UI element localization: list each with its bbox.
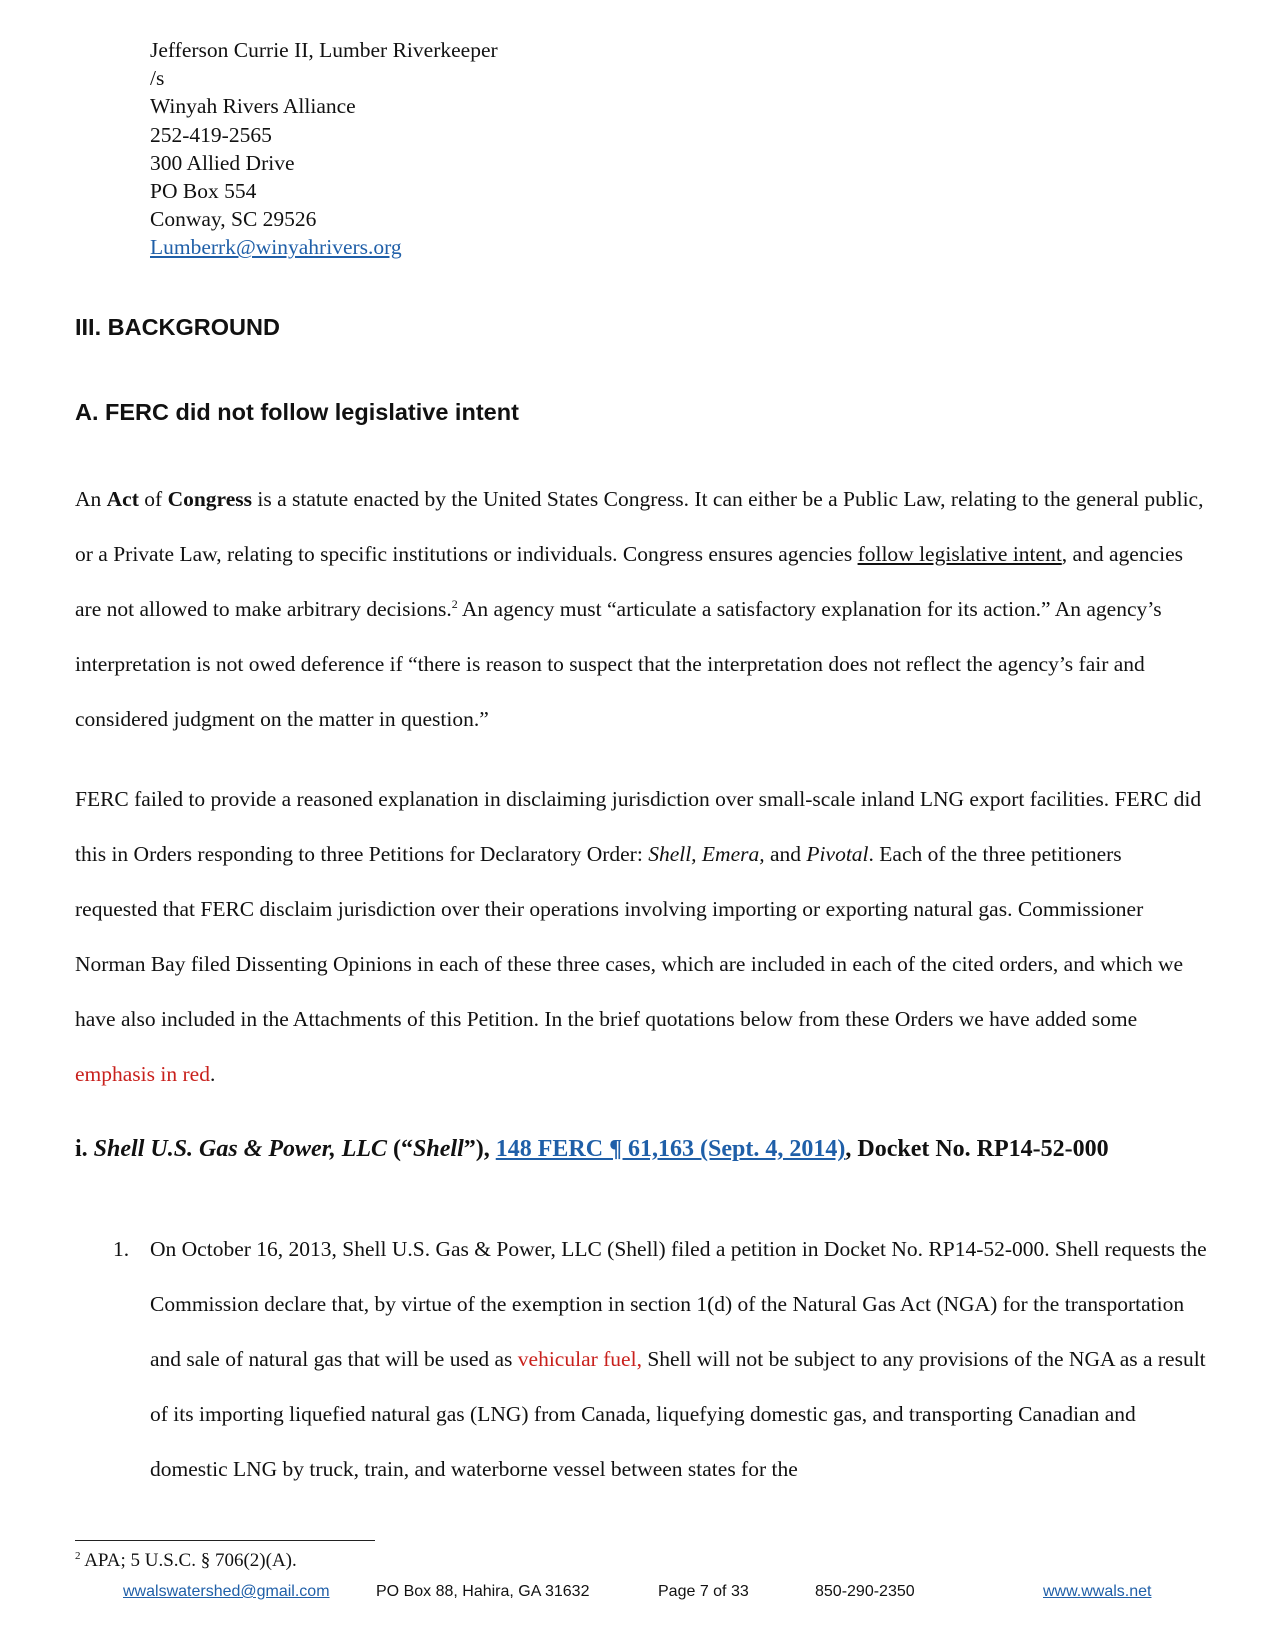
section-heading: III. BACKGROUND	[75, 314, 280, 340]
text-run: and	[764, 842, 807, 866]
italic-case-names: Shell, Emera,	[648, 842, 765, 866]
footer-phone: 850-290-2350	[815, 1583, 915, 1600]
signature-pobox: PO Box 554	[150, 179, 257, 204]
text-run: is a statute enacted by the United States Congress. It can either be a Public Law, relating to the general public, or a Private Law, relating to specific institutions or individuals. Congress ensures agencies	[75, 487, 1204, 566]
footnote-mark: 2	[75, 1550, 81, 1562]
footer-page-number: Page 7 of 33	[658, 1583, 749, 1600]
case-short-name: Shell	[413, 1136, 464, 1162]
text-run: FERC failed to provide a reasoned explanation in disclaiming jurisdiction over small-scale inland LNG export facilities. FERC did this in Orders responding to three Petitions for Declaratory Order:	[75, 787, 1202, 866]
text-run: . Each of the three petitioners requested that FERC disclaim jurisdiction over their operations involving importing or exporting natural gas. Commissioner Norman Bay filed Dissenting Opinions in each of these three cases, which are included in each of the cited orders, and which we have also included in the Attachments of this Petition. In the brief quotations below from these Orders we have added some	[75, 842, 1184, 1031]
footer-address: PO Box 88, Hahira, GA 31632	[376, 1583, 590, 1600]
signature-block	[150, 36, 498, 262]
paragraph-ferc-failure	[75, 772, 1205, 1102]
list-number: 1.	[113, 1237, 130, 1261]
text-run: An	[75, 487, 107, 511]
bold-act: Act	[106, 487, 139, 511]
signature-street: 300 Allied Drive	[150, 150, 295, 175]
case-subheading-shell	[75, 1136, 1109, 1163]
signature-mark: /s	[150, 66, 165, 91]
paragraph-legislative-intent	[75, 472, 1205, 747]
red-emphasis: vehicular fuel,	[517, 1347, 642, 1371]
subheading-prefix: i.	[75, 1136, 94, 1162]
footer-website-link[interactable]: www.wwals.net	[1043, 1583, 1152, 1600]
text-run: On October 16, 2013, Shell U.S. Gas & Power, LLC (Shell) filed a petition in Docket No. RP14-52-000. Shell requests the Commission declare that, by virtue of the exemption in section 1(d) of the Natural Gas Act (NGA) for the transportation and sale of natural gas that will be used as	[150, 1237, 1207, 1371]
italic-case-name: Pivotal	[806, 842, 869, 866]
text-run: (“	[387, 1136, 414, 1162]
footnote-reference[interactable]: 2	[451, 597, 458, 611]
signature-city: Conway, SC 29526	[150, 207, 317, 232]
footnote	[75, 1550, 297, 1572]
text-run: , and agencies are not allowed to make arbitrary decisions.	[75, 542, 1183, 621]
signature-phone: 252-419-2565	[150, 122, 272, 147]
docket-number: , Docket No. RP14-52-000	[845, 1136, 1109, 1162]
signature-email-link[interactable]: Lumberrk@winyahrivers.org	[150, 235, 402, 260]
text-run: .	[209, 1062, 216, 1086]
signature-name: Jefferson Currie II, Lumber Riverkeeper	[150, 38, 498, 62]
footnote-divider	[75, 1540, 375, 1541]
footnote-text: APA; 5 U.S.C. § 706(2)(A).	[80, 1550, 297, 1571]
text-run: of	[138, 487, 168, 511]
underlined-phrase: follow legislative intent	[857, 542, 1062, 566]
text-run: Shell will not be subject to any provisions of the NGA as a result of its importing liquefied natural gas (LNG) from Canada, liquefying domestic gas, and transporting Canadian and domestic LNG by truck, train, and waterborne vessel between states for the	[150, 1347, 1206, 1481]
bold-congress: Congress	[167, 487, 252, 511]
red-emphasis: emphasis in red	[75, 1062, 210, 1086]
list-item	[150, 1222, 1210, 1497]
text-run: An agency must “articulate a satisfactory explanation for its action.” An agency’s interpretation is not owed deference if “there is reason to suspect that the interpretation does not reflect the agency’s fair and considered judgment on the matter in question.”	[75, 597, 1162, 731]
ferc-citation-link[interactable]: 148 FERC ¶ 61,163 (Sept. 4, 2014)	[495, 1136, 846, 1162]
text-run: ”),	[463, 1136, 496, 1162]
subsection-heading: A. FERC did not follow legislative intent	[75, 399, 519, 425]
signature-org: Winyah Rivers Alliance	[150, 94, 356, 119]
case-name: Shell U.S. Gas & Power, LLC	[93, 1136, 388, 1162]
footer-email-link[interactable]: wwalswatershed@gmail.com	[123, 1583, 330, 1600]
